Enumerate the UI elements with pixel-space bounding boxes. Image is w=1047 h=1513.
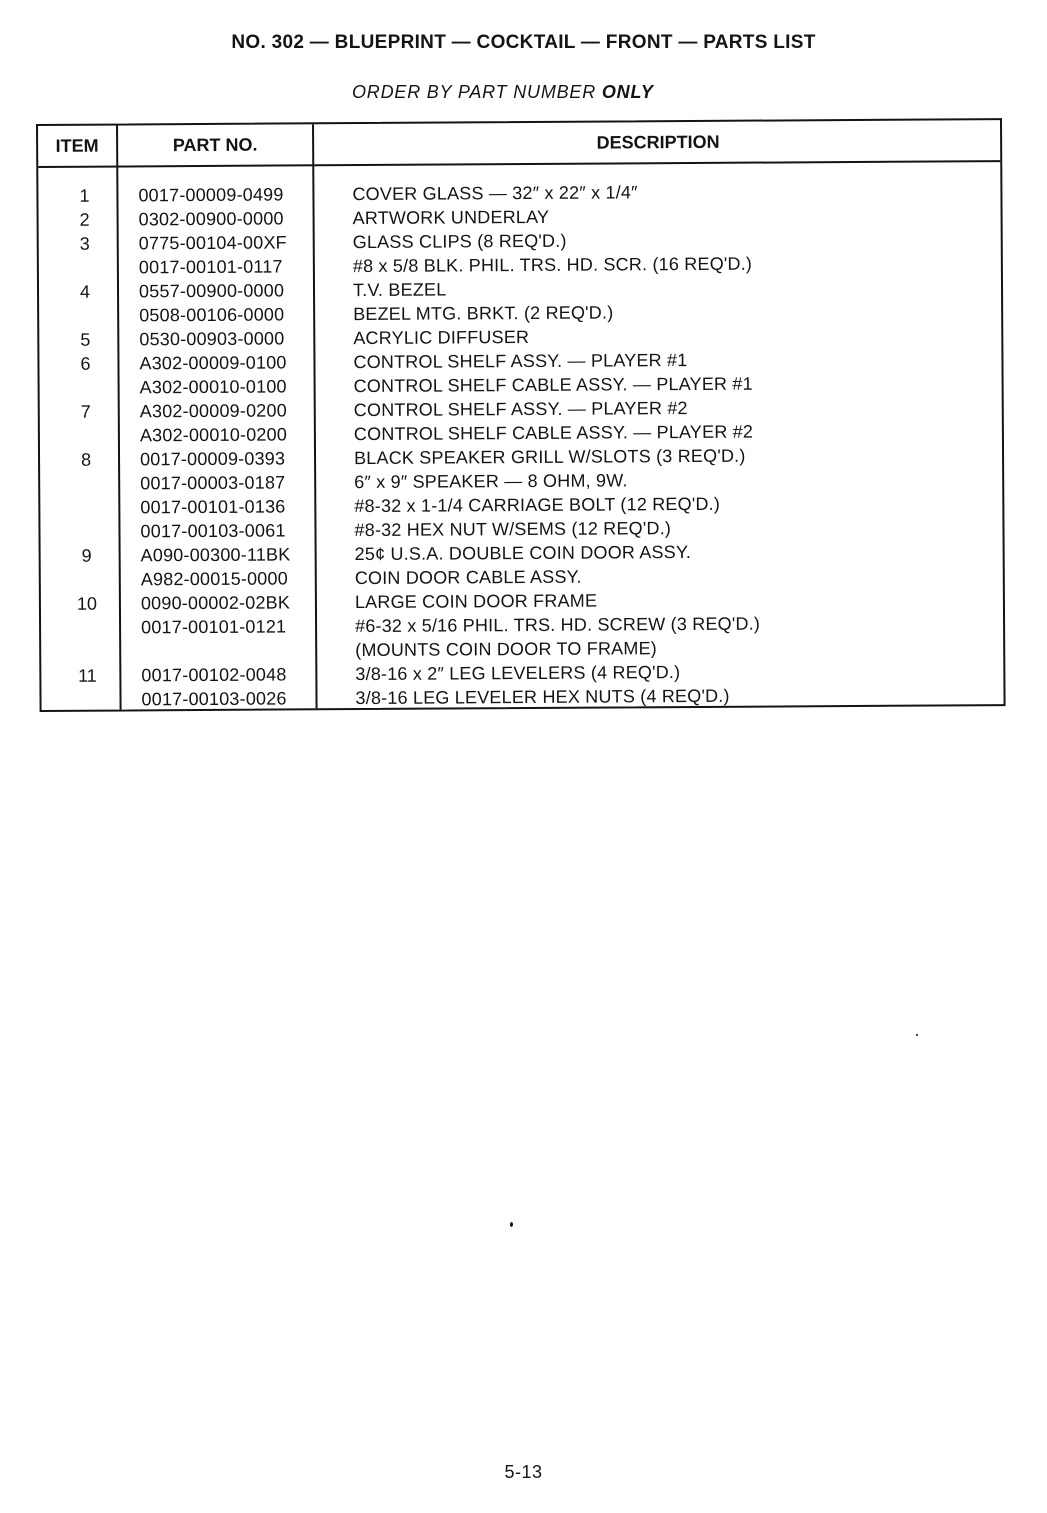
part-description: COIN DOOR CABLE ASSY. — [354, 566, 582, 589]
item-number — [41, 615, 133, 616]
part-number: 0017-00009-0393 — [139, 448, 286, 470]
part-description: #8-32 HEX NUT W/SEMS (12 REQ'D.) — [354, 518, 672, 541]
part-description: #8 x 5/8 BLK. PHIL. TRS. HD. SCR. (16 REQ'D.) — [352, 253, 753, 277]
item-number — [41, 567, 133, 568]
item-number — [41, 639, 133, 640]
part-description: CONTROL SHELF CABLE ASSY. — PLAYER #2 — [353, 421, 754, 445]
part-number: 0017-00103-0061 — [140, 520, 286, 542]
part-description: BLACK SPEAKER GRILL W/SLOTS (3 REQ'D.) — [353, 445, 746, 469]
part-number: A302-00009-0200 — [139, 400, 287, 422]
parts-rows — [38, 178, 1003, 712]
item-number — [40, 471, 132, 472]
part-description: ACRYLIC DIFFUSER — [353, 326, 530, 349]
item-number — [40, 375, 132, 376]
part-number: A982-00015-0000 — [140, 568, 288, 590]
part-number: 0302-00900-0000 — [138, 208, 284, 230]
part-description: T.V. BEZEL — [352, 279, 447, 301]
part-number: A090-00300-11BK — [140, 544, 291, 566]
item-number — [39, 303, 131, 304]
item-number: 1 — [79, 185, 90, 206]
part-number: 0017-00009-0499 — [138, 184, 284, 206]
part-number: A302-00010-0100 — [139, 376, 287, 398]
part-number: A302-00010-0200 — [139, 424, 288, 446]
part-number: 0017-00101-0121 — [141, 616, 287, 638]
order-instruction-emphasis: ONLY — [601, 82, 654, 102]
part-number: 0017-00101-0117 — [138, 256, 283, 278]
scan-speck — [916, 1034, 918, 1036]
part-description: ARTWORK UNDERLAY — [352, 206, 550, 229]
part-number: 0017-00003-0187 — [140, 472, 286, 494]
page-number: 5-13 — [504, 1462, 543, 1482]
part-number: 0017-00101-0136 — [140, 496, 286, 518]
order-instruction-text: ORDER BY PART NUMBER — [352, 82, 597, 102]
part-description: 25¢ U.S.A. DOUBLE COIN DOOR ASSY. — [354, 542, 692, 565]
part-description: (MOUNTS COIN DOOR TO FRAME) — [355, 638, 658, 661]
item-number: 11 — [77, 665, 97, 686]
header-divider — [38, 160, 1000, 168]
part-number: 0530-00903-0000 — [139, 328, 285, 350]
part-number: 0508-00106-0000 — [139, 304, 285, 326]
item-number: 3 — [79, 233, 90, 254]
part-description: GLASS CLIPS (8 REQ'D.) — [352, 230, 567, 253]
page-title: NO. 302 — BLUEPRINT — COCKTAIL — FRONT — PARTS LIST — [231, 32, 816, 53]
item-number — [40, 519, 132, 520]
order-instruction — [352, 82, 654, 103]
item-number: 9 — [81, 545, 92, 566]
part-number: 0557-00900-0000 — [138, 280, 285, 302]
column-header-description: DESCRIPTION — [596, 131, 720, 153]
part-number: A302-00009-0100 — [139, 352, 287, 374]
item-number: 10 — [76, 593, 98, 614]
item-number: 7 — [80, 401, 91, 422]
part-number: 0017-00103-0026 — [141, 688, 287, 710]
item-number — [40, 423, 132, 424]
column-header-item: ITEM — [55, 135, 99, 156]
item-number: 5 — [80, 329, 91, 350]
parts-table — [36, 118, 1006, 712]
table-row — [41, 682, 1003, 712]
part-description: BEZEL MTG. BRKT. (2 REQ'D.) — [353, 302, 614, 325]
part-description: #6-32 x 5/16 PHIL. TRS. HD. SCREW (3 REQ'D.) — [355, 613, 761, 637]
item-number: 4 — [79, 281, 91, 302]
part-number: 0775-00104-00XF — [138, 232, 287, 254]
item-number: 8 — [80, 449, 92, 470]
part-description: CONTROL SHELF CABLE ASSY. — PLAYER #1 — [353, 373, 753, 397]
item-number — [40, 495, 132, 496]
part-description: CONTROL SHELF ASSY. — PLAYER #1 — [353, 350, 688, 373]
part-description: 6″ x 9″ SPEAKER — 8 OHM, 9W. — [354, 470, 628, 493]
part-description: COVER GLASS — 32″ x 22″ x 1/4″ — [352, 182, 638, 205]
part-description: LARGE COIN DOOR FRAME — [354, 590, 598, 613]
item-number: 2 — [79, 209, 90, 230]
item-number: 6 — [80, 353, 91, 374]
scan-speck — [510, 1222, 513, 1227]
part-description: 3/8-16 x 2″ LEG LEVELERS (4 REQ'D.) — [355, 662, 681, 685]
part-number: 0017-00102-0048 — [141, 664, 287, 686]
item-number — [41, 687, 133, 688]
part-description: CONTROL SHELF ASSY. — PLAYER #2 — [353, 398, 688, 421]
part-description: 3/8-16 LEG LEVELER HEX NUTS (4 REQ'D.) — [355, 685, 730, 709]
item-number — [39, 255, 131, 256]
part-number: 0090-00002-02BK — [140, 592, 291, 614]
part-description: #8-32 x 1-1/4 CARRIAGE BOLT (12 REQ'D.) — [354, 493, 721, 517]
column-header-part-no: PART NO. — [172, 134, 258, 156]
